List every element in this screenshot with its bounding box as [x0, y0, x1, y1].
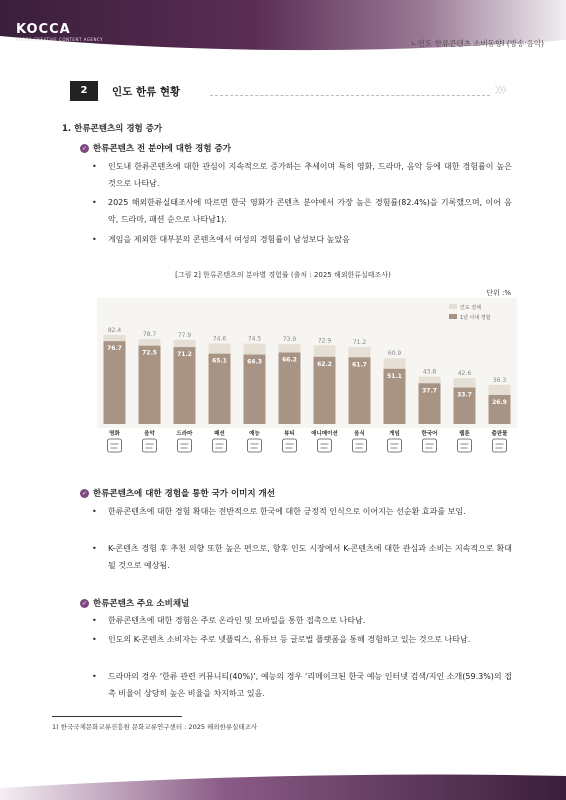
logo: KOCCA	[16, 22, 71, 37]
category-label: 한국어	[421, 431, 438, 437]
category-icon	[248, 439, 262, 452]
category-icon	[388, 439, 402, 452]
data-label-inner: 51.1	[387, 372, 402, 380]
category-icon	[108, 439, 122, 452]
data-label-outer: 60.9	[387, 350, 402, 358]
bullet-item: • 한류콘텐츠에 대한 경험은 주로 온라인 및 모바일을 통한 접촉으로 나타남.	[92, 616, 366, 625]
section-divider	[210, 95, 490, 96]
category-label: 웹툰	[459, 431, 470, 437]
subheading-1	[80, 142, 231, 154]
bar-inner	[139, 346, 161, 424]
check-icon: ✓	[81, 490, 88, 497]
footer-band	[0, 770, 566, 800]
category-icon	[143, 439, 157, 452]
category-label: 게임	[389, 431, 400, 437]
experience-bar-chart	[97, 298, 517, 463]
footnote-rule	[52, 716, 182, 717]
legend-label-outer: 인도 전체	[460, 305, 481, 311]
bullet-item: • 인도내 한류콘텐츠에 대한 관심이 지속적으로 증가하는 추세이며 특히 영화, 드라마, 음악 등에 대한 경험률이 높은 것으로 나타남.	[92, 162, 512, 188]
data-label-inner: 72.5	[142, 349, 157, 357]
category-icon	[178, 439, 192, 452]
footnote: 1) 한국국제문화교류진흥원 문화교류연구센터 : 2025 해외한류실태조사	[52, 723, 258, 731]
bullet-item: • 2025 해외한류실태조사에 따르면 한국 영화가 콘텐츠 분야에서 가장 높은 경험률(82.4%)을 기록했으며, 이어 음악, 드라마, 패션 순으로 나타남1).	[92, 198, 512, 224]
legend-label-inner: 1년 이내 경험	[460, 315, 491, 321]
legend-swatch-inner	[449, 314, 457, 319]
bullet-item: • 인도의 K-콘텐츠 소비자는 주로 넷플릭스, 유튜브 등 글로벌 플랫폼을 통해 경험하고 있는 것으로 나타남.	[92, 635, 471, 644]
data-label-outer: 73.9	[282, 336, 297, 344]
data-label-outer: 74.5	[247, 335, 262, 343]
data-label-outer: 74.6	[212, 335, 227, 343]
category-label: 예능	[249, 431, 260, 437]
category-label: 드라마	[176, 431, 193, 437]
check-icon: ✓	[81, 145, 88, 152]
bullet-item: • 한류콘텐츠에 대한 경험 확대는 전반적으로 한국에 대한 긍정적 인식으로 이어지는 선순환 효과를 보임.	[92, 507, 466, 516]
data-label-inner: 71.2	[177, 351, 192, 359]
data-label-inner: 26.9	[492, 398, 507, 406]
category-label: 음식	[354, 431, 365, 437]
category-label: 애니메이션	[311, 431, 338, 437]
category-icon	[353, 439, 367, 452]
data-label-inner: 33.7	[457, 391, 472, 399]
header-title: ㄴ인도 한류콘텐츠 소비동향I (방송·음악)	[410, 39, 544, 48]
subheading-2	[80, 487, 275, 499]
data-label-outer: 78.7	[142, 331, 157, 339]
category-label: 패션	[214, 431, 225, 437]
logo-subtitle: KOREA CREATIVE CONTENT AGENCY	[16, 37, 104, 42]
data-label-inner: 62.2	[317, 360, 332, 368]
check-icon: ✓	[81, 600, 88, 607]
category-icon	[283, 439, 297, 452]
legend-swatch-outer	[449, 304, 457, 309]
category-label: 출판물	[491, 431, 508, 437]
data-label-outer: 82.4	[107, 327, 122, 335]
subheading-1-text: 한류콘텐츠 전 분야에 대한 경험 증가	[93, 144, 231, 154]
data-label-outer: 72.9	[317, 337, 332, 345]
category-icon	[458, 439, 472, 452]
data-label-outer: 43.8	[422, 368, 437, 376]
section-number: 2	[70, 81, 98, 101]
page-header	[0, 0, 566, 60]
category-icon	[213, 439, 227, 452]
data-label-inner: 37.7	[422, 387, 437, 395]
data-label-outer: 77.9	[177, 331, 192, 339]
figure-caption: [그림 2] 한류콘텐츠의 분야별 경험률 (출처 : 2025 해외한류실태조사)	[175, 271, 391, 279]
bullet-item: • 드라마의 경우 ‘한류 관련 커뮤니티(40%)’, 예능의 경우 ‘리메이크된 한국 예능 인터넷 검색/지인 소개(59.3%)의 접촉 비율이 상당히 높은 비율을 차지하고 있음.	[92, 672, 512, 698]
subheading-3-text: 한류콘텐츠 주요 소비채널	[93, 599, 190, 609]
chevron-right-icon: 〉〉〉	[494, 86, 510, 96]
bullet-item: • 게임을 제외한 대부분의 콘텐츠에서 여성의 경험률이 남성보다 높았음	[92, 235, 350, 244]
data-label-outer: 42.6	[457, 369, 472, 377]
bar-inner	[104, 341, 126, 424]
category-label: 음악	[144, 431, 155, 437]
data-label-inner: 61.7	[352, 361, 367, 369]
category-icon	[423, 439, 437, 452]
category-label: 뷰티	[284, 431, 295, 437]
bar-inner	[174, 347, 196, 424]
section-title: 인도 한류 현황	[112, 86, 181, 98]
data-label-outer: 36.3	[492, 376, 507, 384]
subheading-3	[80, 597, 189, 609]
subheading-2-text: 한류콘텐츠에 대한 경험을 통한 국가 이미지 개선	[93, 489, 275, 499]
category-icon	[493, 439, 507, 452]
data-label-inner: 76.7	[107, 345, 122, 353]
section-title-bar	[70, 81, 510, 101]
figure-unit: 단위 :%	[486, 289, 511, 297]
category-icon	[318, 439, 332, 452]
data-label-inner: 65.1	[212, 357, 227, 365]
heading-1: 1. 한류콘텐츠의 경험 증가	[62, 124, 163, 134]
bullet-item: • K-콘텐츠 경험 후 추천 의향 또한 높은 편으로, 향후 인도 시장에서 K-콘텐츠에 대한 관심과 소비는 지속적으로 확대될 것으로 예상됨.	[92, 544, 512, 570]
data-label-outer: 71.2	[352, 339, 367, 347]
data-label-inner: 64.3	[247, 358, 262, 366]
data-label-inner: 66.2	[282, 356, 297, 364]
category-label: 영화	[109, 431, 120, 437]
